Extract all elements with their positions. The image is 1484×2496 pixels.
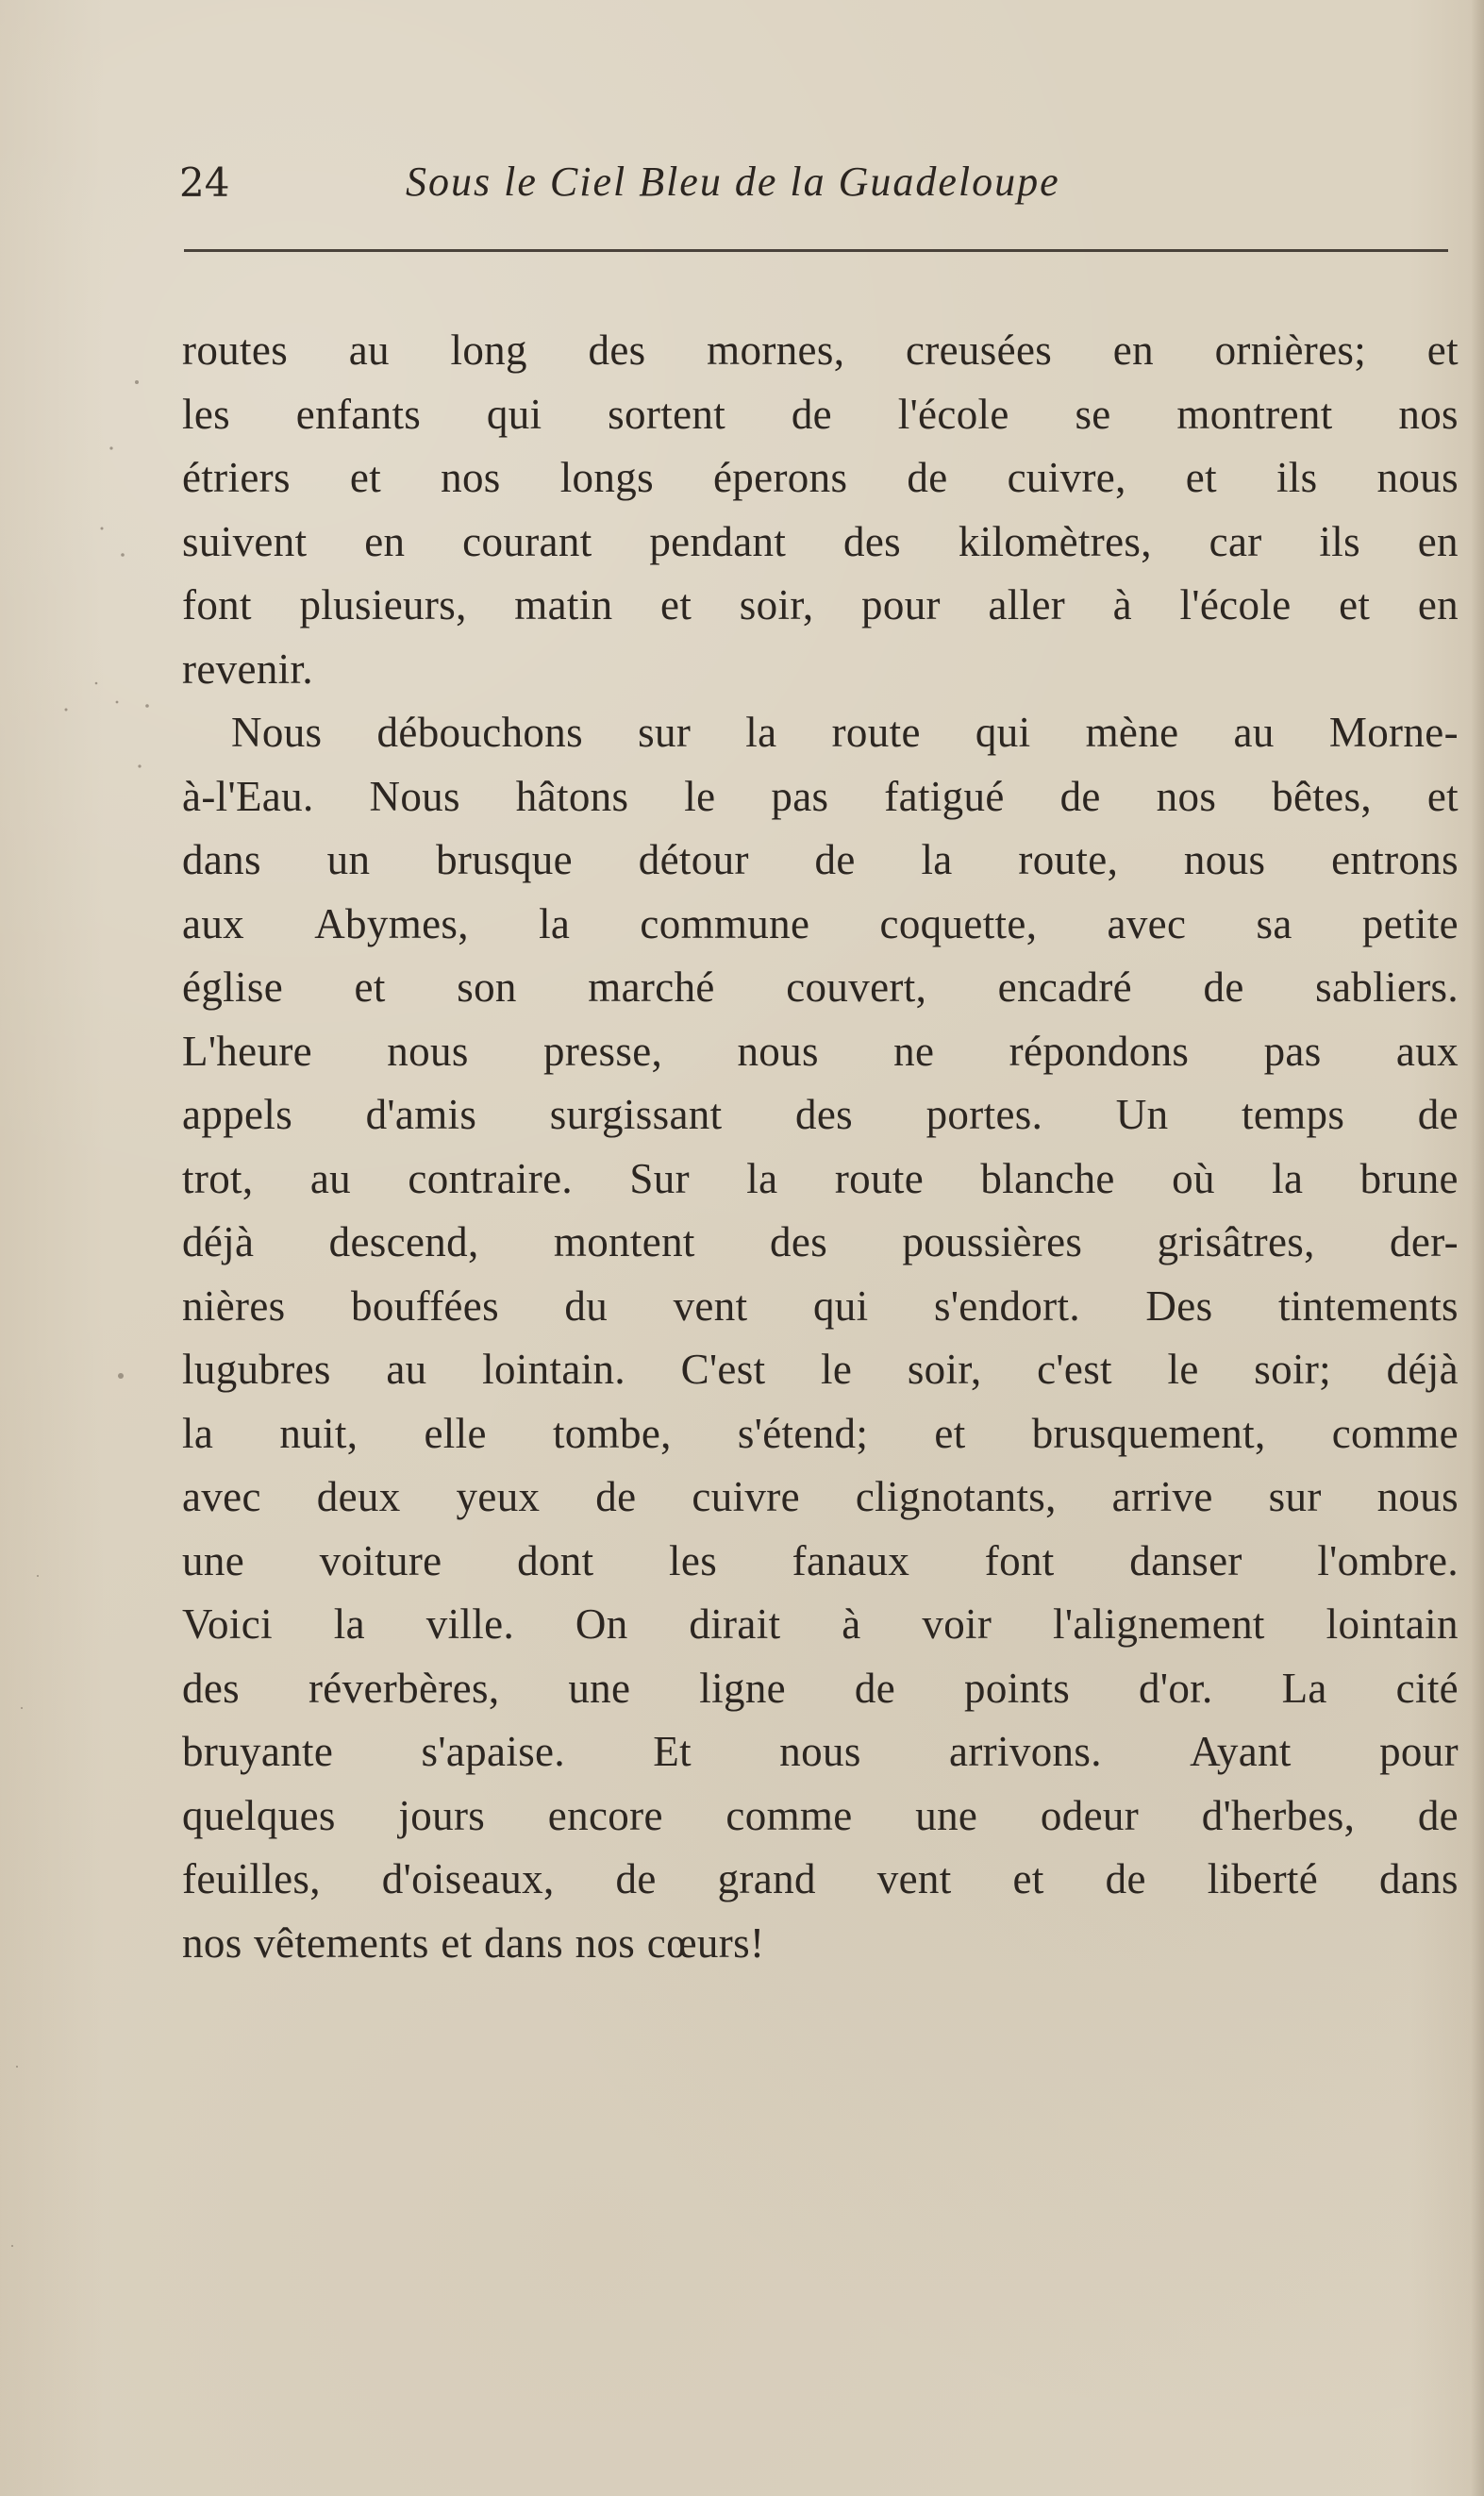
text-word: déjà (182, 1218, 255, 1265)
text-word: nos (1156, 772, 1217, 820)
text-word: ville. (425, 1600, 515, 1648)
text-word: d'herbes, (1201, 1791, 1356, 1839)
text-line (182, 511, 1459, 575)
text-word: surgissant (549, 1091, 723, 1138)
text-word: en (1417, 517, 1459, 565)
text-word: se (1075, 390, 1111, 438)
text-word: s'étend; (737, 1409, 869, 1457)
text-word: portes. (925, 1091, 1043, 1138)
text-word: la (333, 1600, 365, 1648)
text-word: à (842, 1600, 861, 1648)
text-word: route (831, 709, 921, 756)
text-line (182, 1402, 1459, 1466)
text-word: et (1185, 454, 1217, 501)
text-word: bruyante (182, 1728, 334, 1775)
text-word: font (182, 581, 252, 628)
text-word: nières (182, 1282, 286, 1330)
text-word: en (364, 517, 406, 565)
text-word: sortent (608, 390, 726, 438)
text-word: en (1417, 581, 1459, 628)
text-word: der- (1390, 1218, 1459, 1265)
text-word: dans (1379, 1855, 1459, 1902)
text-word: des (182, 1664, 241, 1712)
text-word: poussières (902, 1218, 1083, 1265)
text-word: montent (553, 1218, 695, 1265)
text-word: de (814, 836, 856, 883)
text-word: des (770, 1218, 828, 1265)
text-word: déjà (1386, 1346, 1459, 1393)
text-word: presse, (543, 1027, 663, 1075)
text-word: descend, (328, 1218, 479, 1265)
text-word: deux (316, 1473, 401, 1520)
text-word: tintements (1277, 1282, 1459, 1330)
text-word: et (349, 454, 382, 501)
text-word: débouchons (376, 709, 583, 756)
text-word: quelques (182, 1791, 336, 1839)
text-word: aux (182, 899, 245, 947)
text-word: long (450, 327, 527, 374)
text-word: routes (182, 327, 289, 374)
text-word: Et (653, 1728, 692, 1775)
text-word: dans (182, 836, 261, 883)
text-word: et (354, 963, 386, 1011)
text-word: marché (588, 963, 715, 1011)
text-word: Voici (182, 1600, 273, 1648)
text-word: le (684, 772, 716, 820)
text-word: de (1417, 1791, 1459, 1839)
text-line (182, 701, 1459, 765)
text-word: ligne (699, 1664, 786, 1712)
text-word: mène (1085, 709, 1179, 756)
text-word: où (1172, 1154, 1215, 1202)
text-word: Abymes, (314, 899, 469, 947)
text-word: les (182, 390, 231, 438)
text-word: aux (1395, 1027, 1459, 1075)
text-word: une (915, 1791, 978, 1839)
text-word: détour (638, 836, 749, 883)
text-word: ils (1319, 517, 1360, 565)
text-word: vent (876, 1855, 952, 1902)
text-word: pour (861, 581, 941, 628)
text-word: répondons (1009, 1027, 1190, 1075)
text-word: route (834, 1154, 925, 1202)
text-word: odeur (1040, 1791, 1140, 1839)
text-line (182, 1147, 1459, 1212)
text-word: nuit, (279, 1409, 358, 1457)
text-line (182, 1530, 1459, 1594)
text-word: étriers (182, 454, 291, 501)
text-word: Sur (629, 1154, 690, 1202)
text-word: au (348, 327, 390, 374)
text-word: bêtes, (1272, 772, 1372, 820)
text-line (182, 1593, 1459, 1657)
text-word: des (843, 517, 902, 565)
text-word: de (1105, 1855, 1146, 1902)
text-word: La (1281, 1664, 1327, 1712)
text-line (182, 1848, 1459, 1912)
paper-specks (0, 0, 189, 2496)
text-word: encore (547, 1791, 663, 1839)
text-word: grisâtres, (1157, 1218, 1315, 1265)
text-word: appels (182, 1091, 293, 1138)
text-line (182, 1275, 1459, 1339)
text-word: le (821, 1346, 853, 1393)
text-line (182, 1466, 1459, 1530)
text-word: fanaux (792, 1536, 910, 1584)
text-word: nos (182, 1918, 242, 1967)
text-word: Nous (231, 709, 323, 756)
text-line (182, 1720, 1459, 1784)
text-word: kilomètres, (958, 517, 1152, 565)
text-word: L'heure (182, 1027, 312, 1075)
text-word: nos (575, 1918, 636, 1967)
text-word: entrons (1331, 836, 1459, 883)
text-line (182, 829, 1459, 893)
text-word: ne (893, 1027, 935, 1075)
text-word: l'alignement (1053, 1600, 1265, 1648)
text-word: tombe, (552, 1409, 672, 1457)
body-text (182, 319, 1459, 1975)
text-word: C'est (680, 1346, 766, 1393)
text-word: en (1112, 327, 1154, 374)
text-line (182, 956, 1459, 1020)
text-word: l'école (897, 390, 1009, 438)
text-word: bouffées (351, 1282, 499, 1330)
text-word: les (669, 1536, 718, 1584)
text-word: nous (737, 1027, 819, 1075)
text-word: brune (1359, 1154, 1459, 1202)
text-word: qui (486, 390, 542, 438)
text-word: encadré (997, 963, 1132, 1011)
text-word: une (568, 1664, 631, 1712)
text-word: nos (1398, 390, 1459, 438)
text-word: s'apaise. (421, 1728, 565, 1775)
text-word: la (745, 709, 777, 756)
text-word: de (595, 1473, 637, 1520)
text-word: temps (1241, 1091, 1345, 1138)
text-word: au (1233, 709, 1275, 756)
text-word: ils (1276, 454, 1318, 501)
text-word: arrivons. (949, 1728, 1102, 1775)
text-word: voiture (319, 1536, 442, 1584)
text-word: la (182, 1409, 214, 1457)
text-word: de (1203, 963, 1244, 1011)
text-word: nous (779, 1728, 861, 1775)
text-word: à (1112, 581, 1132, 628)
text-word: On (575, 1600, 628, 1648)
text-line (182, 1784, 1459, 1849)
text-word: qui (812, 1282, 869, 1330)
text-word: courant (462, 517, 592, 565)
text-word: Morne- (1328, 709, 1459, 756)
text-word: liberté (1207, 1855, 1319, 1902)
text-word: et (441, 1918, 473, 1967)
text-word: pas (1263, 1027, 1322, 1075)
text-word: feuilles, (182, 1855, 321, 1902)
text-word: sur (1268, 1473, 1322, 1520)
text-word: pour (1379, 1728, 1459, 1775)
text-line (182, 893, 1459, 957)
text-word: soir; (1254, 1346, 1332, 1393)
text-word: fatigué (884, 772, 1005, 820)
page-number: 24 (179, 159, 230, 206)
text-line (182, 1338, 1459, 1402)
text-word: trot, (182, 1154, 254, 1202)
text-word: lointain. (482, 1346, 626, 1393)
text-line (182, 638, 1459, 702)
text-word: montrent (1176, 390, 1333, 438)
text-word: Un (1115, 1091, 1169, 1138)
text-word: le (1167, 1346, 1199, 1393)
text-word: la (539, 899, 571, 947)
text-word: yeux (456, 1473, 541, 1520)
text-word: brusquement, (1031, 1409, 1266, 1457)
text-word: et (1339, 581, 1371, 628)
text-line (182, 574, 1459, 638)
text-word: plusieurs, (299, 581, 467, 628)
text-word: revenir. (182, 645, 313, 693)
text-word: nous (1376, 454, 1459, 501)
text-line (182, 383, 1459, 447)
text-word: nous (1183, 836, 1266, 883)
text-word: coquette, (879, 899, 1038, 947)
text-word: cuivre, (1007, 454, 1126, 501)
text-word: cuivre (692, 1473, 800, 1520)
text-word: avec (1107, 899, 1187, 947)
text-word: un (326, 836, 371, 883)
text-word: comme (1331, 1409, 1459, 1457)
text-word: de (1059, 772, 1101, 820)
text-word: nous (387, 1027, 469, 1075)
text-word: longs (559, 454, 654, 501)
text-word: la (1272, 1154, 1304, 1202)
text-word: Des (1145, 1282, 1213, 1330)
text-word: enfants (295, 390, 422, 438)
text-word: font (984, 1536, 1055, 1584)
text-word: son (457, 963, 517, 1011)
page-header (179, 154, 1448, 220)
text-word: d'or. (1139, 1664, 1213, 1712)
text-word: clignotants, (855, 1473, 1057, 1520)
text-word: creusées (905, 327, 1053, 374)
text-word: lugubres (182, 1346, 331, 1393)
text-word: dans (484, 1918, 564, 1967)
text-word: grand (717, 1855, 816, 1902)
text-word: brusque (436, 836, 573, 883)
text-word: danser (1129, 1536, 1242, 1584)
text-word: s'endort. (933, 1282, 1080, 1330)
text-word: au (386, 1346, 427, 1393)
text-word: et (660, 581, 692, 628)
text-word: Nous (369, 772, 460, 820)
text-word: arrive (1111, 1473, 1213, 1520)
text-word: éperons (712, 454, 848, 501)
text-word: l'école (1179, 581, 1292, 628)
text-line (182, 765, 1459, 829)
text-word: nos (441, 454, 501, 501)
text-word: l'ombre. (1317, 1536, 1459, 1584)
text-word: route, (1018, 836, 1119, 883)
page-edge-shadow (1471, 0, 1484, 2496)
text-word: vêtements (254, 1918, 429, 1967)
text-word: et (1012, 1855, 1044, 1902)
text-word: d'oiseaux, (381, 1855, 555, 1902)
text-word: matin (514, 581, 613, 628)
text-line (182, 1657, 1459, 1721)
text-word: sur (638, 709, 692, 756)
text-word: au (309, 1154, 352, 1202)
text-word: suivent (182, 517, 308, 565)
text-word: de (615, 1855, 657, 1902)
text-word: la (921, 836, 953, 883)
text-word: à-l'Eau. (182, 772, 314, 820)
text-line (182, 446, 1459, 511)
text-word: réverbères, (308, 1664, 500, 1712)
text-word: sabliers. (1315, 963, 1459, 1011)
text-word: Ayant (1190, 1728, 1292, 1775)
text-line (182, 1020, 1459, 1084)
text-word: dont (517, 1536, 594, 1584)
text-word: pas (771, 772, 829, 820)
text-word: commune (640, 899, 810, 947)
text-word: voir (922, 1600, 992, 1648)
header-rule (184, 249, 1448, 252)
text-word: de (854, 1664, 896, 1712)
text-word: du (564, 1282, 609, 1330)
text-word: une (182, 1536, 245, 1584)
text-word: et (1426, 772, 1459, 820)
text-word: blanche (980, 1154, 1115, 1202)
text-word: de (1417, 1091, 1459, 1138)
text-word: hâtons (515, 772, 629, 820)
text-word: car (1209, 517, 1262, 565)
text-line (182, 319, 1459, 383)
text-word: aller (988, 581, 1066, 628)
text-word: cœurs! (646, 1918, 765, 1967)
text-line (182, 1211, 1459, 1275)
text-word: pendant (649, 517, 787, 565)
text-word: contraire. (408, 1154, 574, 1202)
text-word: des (795, 1091, 854, 1138)
text-word: comme (725, 1791, 853, 1839)
text-word: lointain (1326, 1600, 1459, 1648)
text-word: d'amis (365, 1091, 477, 1138)
text-word: soir, (739, 581, 814, 628)
running-title: Sous le Ciel Bleu de la Guadeloupe (406, 159, 1060, 205)
text-word: des (588, 327, 646, 374)
text-word: soir, (907, 1346, 982, 1393)
text-word: sa (1256, 899, 1292, 947)
text-word: et (934, 1409, 966, 1457)
text-line (182, 1912, 1459, 1976)
text-line (182, 1083, 1459, 1147)
text-word: église (182, 963, 284, 1011)
text-word: petite (1361, 899, 1459, 947)
text-word: nous (1376, 1473, 1459, 1520)
text-word: vent (673, 1282, 748, 1330)
text-word: cité (1395, 1664, 1459, 1712)
text-word: elle (424, 1409, 487, 1457)
text-word: et (1426, 327, 1459, 374)
text-word: jours (398, 1791, 486, 1839)
text-word: qui (975, 709, 1031, 756)
text-word: de (907, 454, 948, 501)
text-word: couvert, (786, 963, 927, 1011)
text-word: ornières; (1214, 327, 1367, 374)
text-word: points (964, 1664, 1071, 1712)
text-word: c'est (1037, 1346, 1112, 1393)
text-word: avec (182, 1473, 261, 1520)
text-word: de (791, 390, 833, 438)
text-word: dirait (689, 1600, 781, 1648)
text-word: mornes, (707, 327, 845, 374)
text-word: la (746, 1154, 778, 1202)
